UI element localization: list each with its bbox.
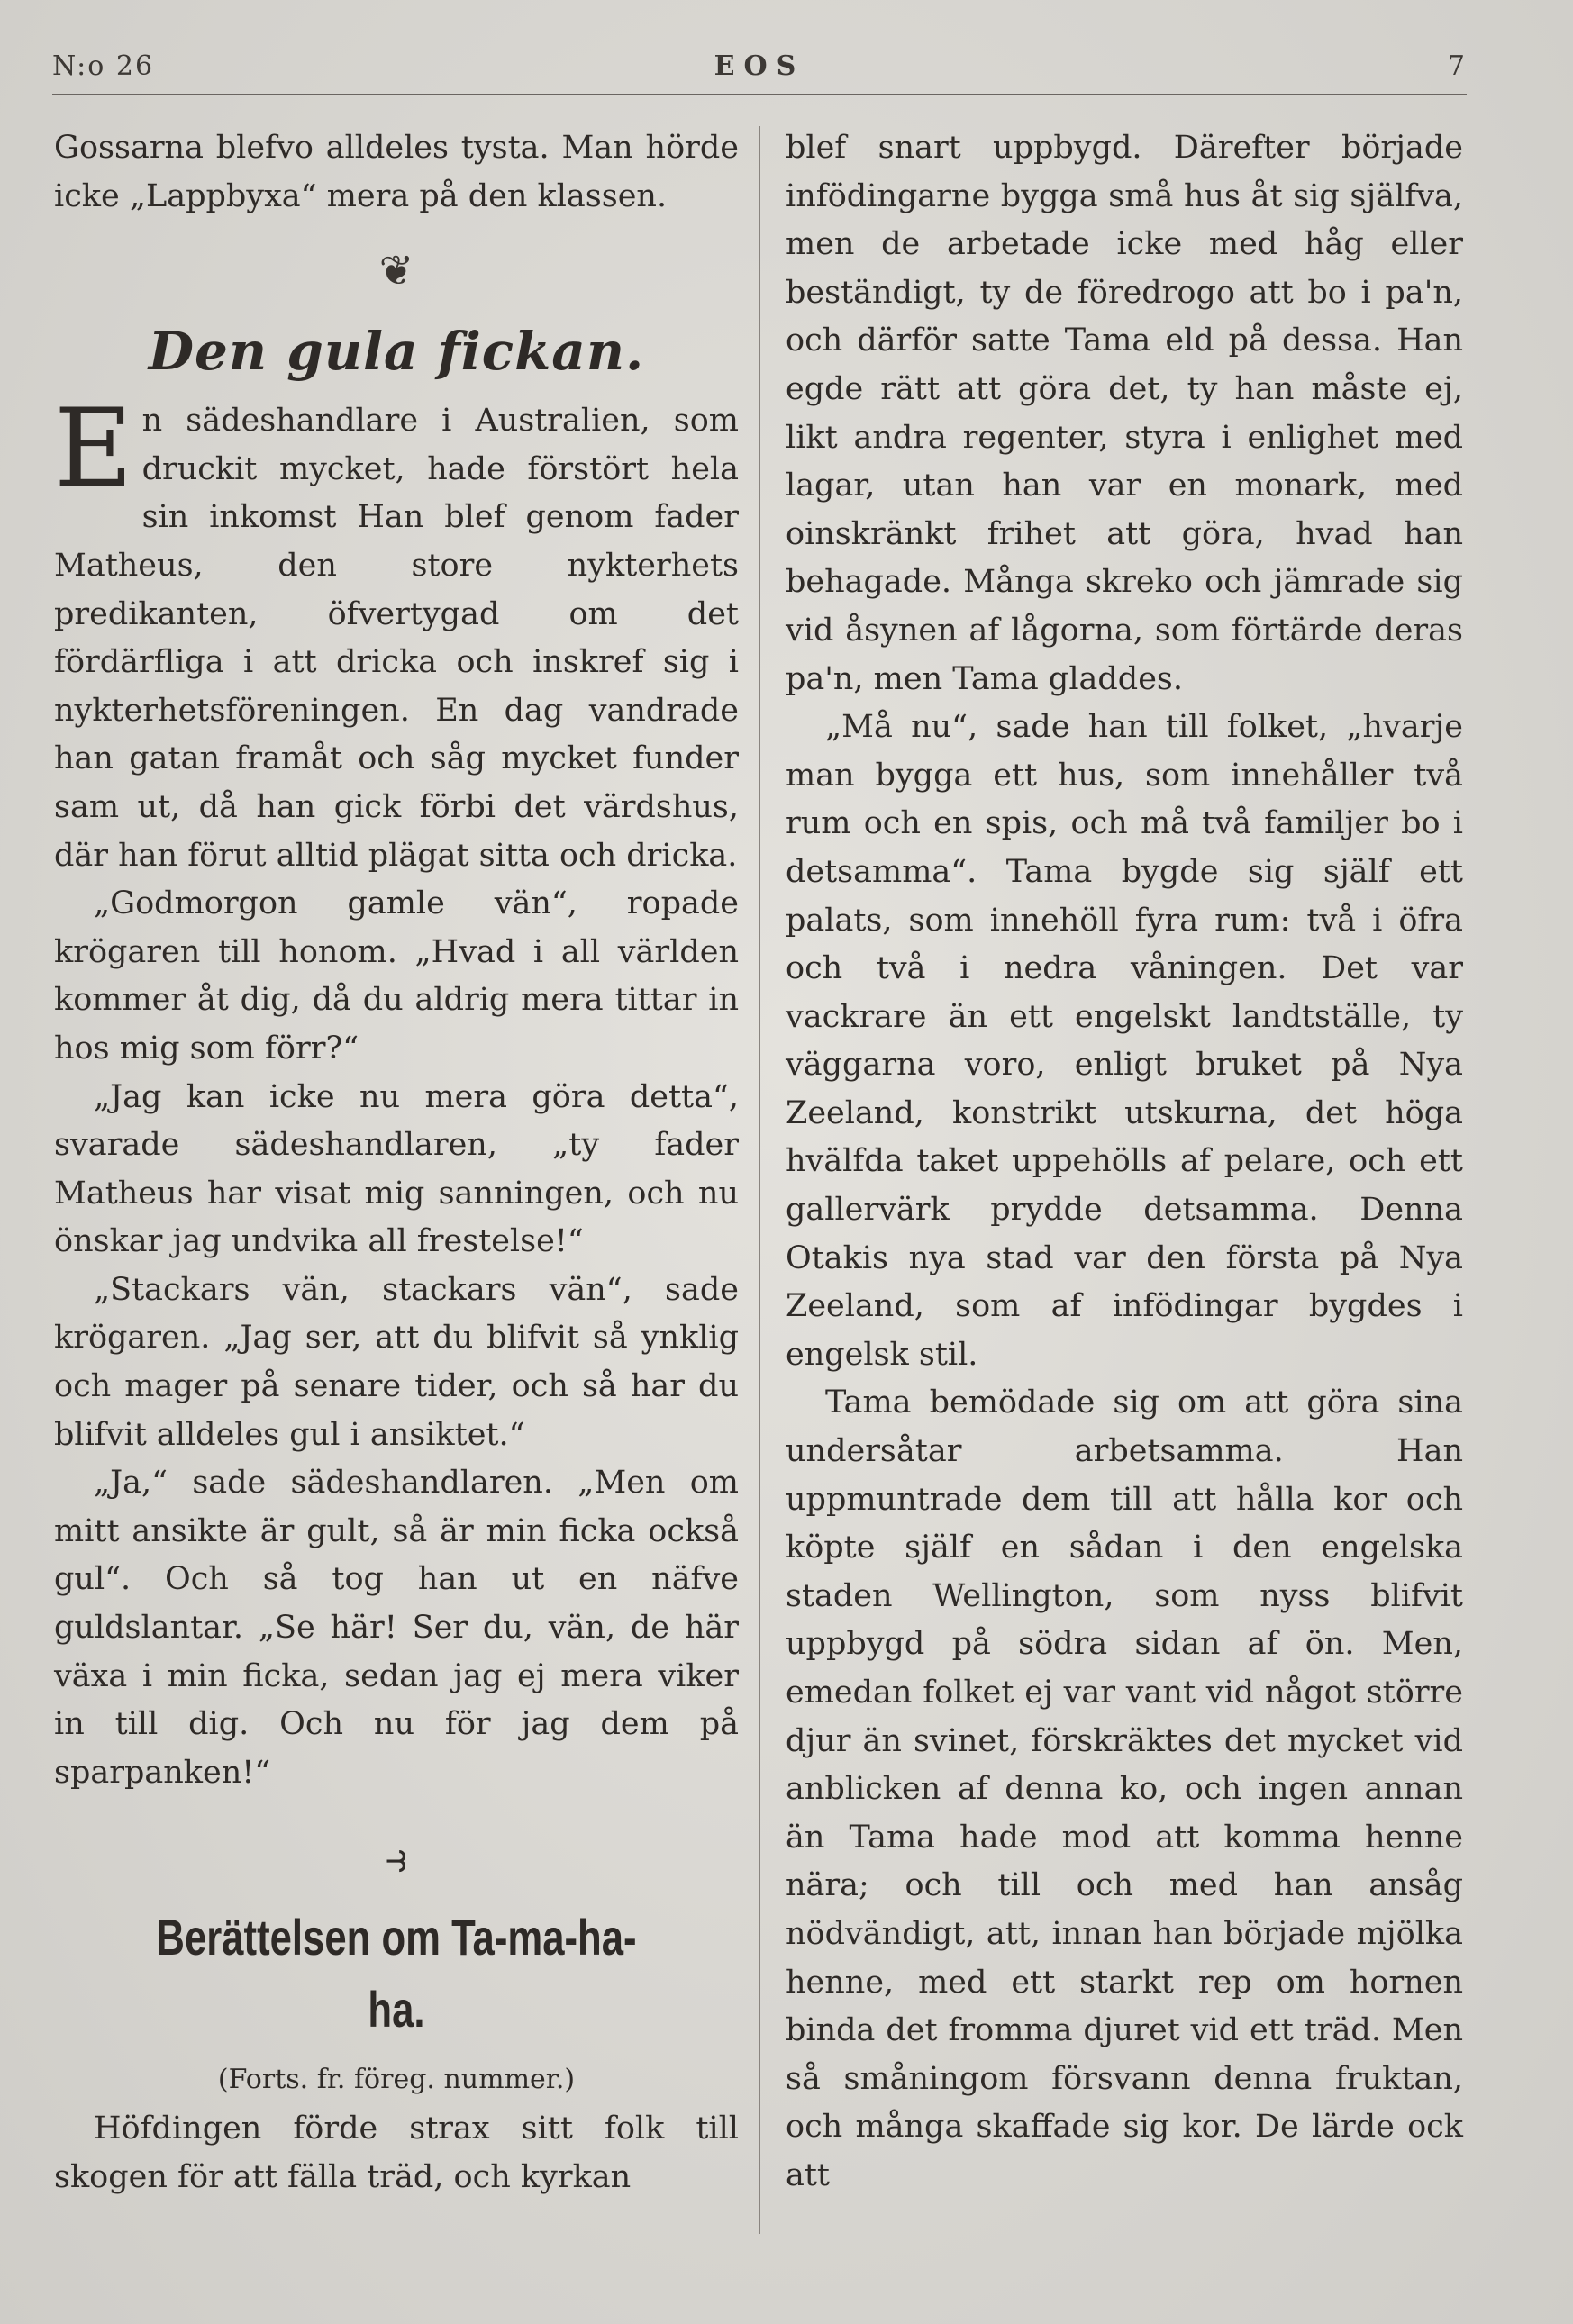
right-paragraph-2: „Må nu“, sade han till folket, „hvarje man bygga ett hus, som innehåller två rum och en spis, och må två familjer bo i detsamma“. Tama bygde sig själf ett palats, som innehöll fyra rum: två i öfra och två i nedra våningen. Det var vackrare än ett engelskt landtställe, ty väggarna voro, enligt bruket på Nya Zeeland, konstrikt utskurna, det höga hvälfda taket uppehölls af pelare, och ett gallervärk prydde detsamma. Denna Otakis nya stad var den första på Nya Zeeland, som af infödingar bygdes i engelsk stil. (786, 709, 1463, 1373)
drop-cap: E (54, 386, 133, 513)
story-title-den-gula-fickan: Den gula fickan. (148, 321, 645, 383)
opening-paragraph: Gossarna blefvo alldeles tysta. Man hörde icke „Lappbyxa“ mera på den klassen. (54, 130, 739, 214)
story1-paragraph-3: „Jag kan icke nu mera göra detta“, svarade sädeshandlaren, „ty fader Matheus har visat mig sanningen, och nu önskar jag undvika all frestelse!“ (54, 1078, 739, 1260)
separator-icon: ⥽ (381, 1840, 412, 1883)
story-subtitle: (Forts. fr. föreg. nummer.) (217, 2064, 576, 2096)
masthead-title: EOS (714, 50, 805, 82)
page-header (52, 47, 1467, 92)
right-paragraph-1: blef snart uppbygd. Därefter började infödingarne bygga små hus åt sig själfva, men de arbetade icke med håg eller beständigt, ty de föredrogo att bo i pa'n, och därför satte Tama eld på dessa. Han egde rätt att göra det, ty han måste ej, likt andra regenter, styra i enlighet med lagar, utan han var en monark, med oinskränkt frihet att göra, hvad han behagade. Många skreko och jämrade sig vid åsynen af lågorna, som förtärde deras pa'n, men Tama gladdes. (786, 130, 1463, 697)
story-title-tamahaha: Berättelsen om Ta-ma-ha-ha. (156, 1909, 637, 2038)
right-paragraph-3: Tama bemödade sig om att göra sina undersåtar arbetsamma. Han uppmuntrade dem till att hålla kor och köpte själf en sådan i den engelska staden Wellington, som nyss blifvit uppbygd på södra sidan af ön. Men, emedan folket ej var vant vid något större djur än svinet, förskräktes det mycket vid anblicken af denna ko, och ingen annan än Tama hade mod att komma henne nära; och till och med han ansåg nödvändigt, att, innan han började mjölka henne, med ett starkt rep om hornen binda det fromma djuret vid ett träd. Men så småningom försvann denna fruktan, och många skaffade sig kor. De lärde ock att (786, 1384, 1463, 2193)
story1-paragraph-4: „Stackars vän, stackars vän“, sade krögaren. „Jag ser, att du blifvit så ynklig och mager på senare tider, och så har du blifvit alldeles gul i ansiktet.“ (54, 1271, 739, 1453)
story1-paragraph-5: „Ja,“ sade sädeshandlaren. „Men om mitt ansikte är gult, så är min ficka också gul“. Och så tog han ut en näfve guldslantar. „Se här! Ser du, vän, de här växa i min ficka, sedan jag ej mera viker in till dig. Och nu för jag dem på sparpanken!“ (54, 1465, 739, 1791)
story2-paragraph-1: Höfdingen förde strax sitt folk till skogen för att fälla träd, och kyrkan (54, 2111, 739, 2195)
story1-paragraph-2: „Godmorgon gamle vän“, ropade krögaren till honom. „Hvad i all världen kommer åt dig, då du aldrig mera tittar in hos mig som förr?“ (54, 885, 739, 1067)
header-rule (52, 94, 1467, 95)
page-number: 7 (1447, 50, 1467, 82)
right-column (786, 124, 1463, 2201)
ornament-icon: ❦ (378, 246, 414, 295)
story1-paragraph-1 (54, 386, 739, 880)
left-column (54, 124, 739, 2202)
issue-number: N:o 26 (52, 50, 155, 82)
column-divider (759, 126, 760, 2234)
story1-paragraph-1-text: n sädeshandlare i Australien, som druckit mycket, hade förstört hela sin inkomst Han blef genom fader Matheus, den store nykterhets predikanten, öfvertygad om det fördärfliga i att dricka och inskref sig i nykterhetsföreningen. En dag vandrade han gatan framåt och såg mycket funder sam ut, då han gick förbi det värdshus, där han förut alltid plägat sitta och dricka. (54, 403, 739, 874)
